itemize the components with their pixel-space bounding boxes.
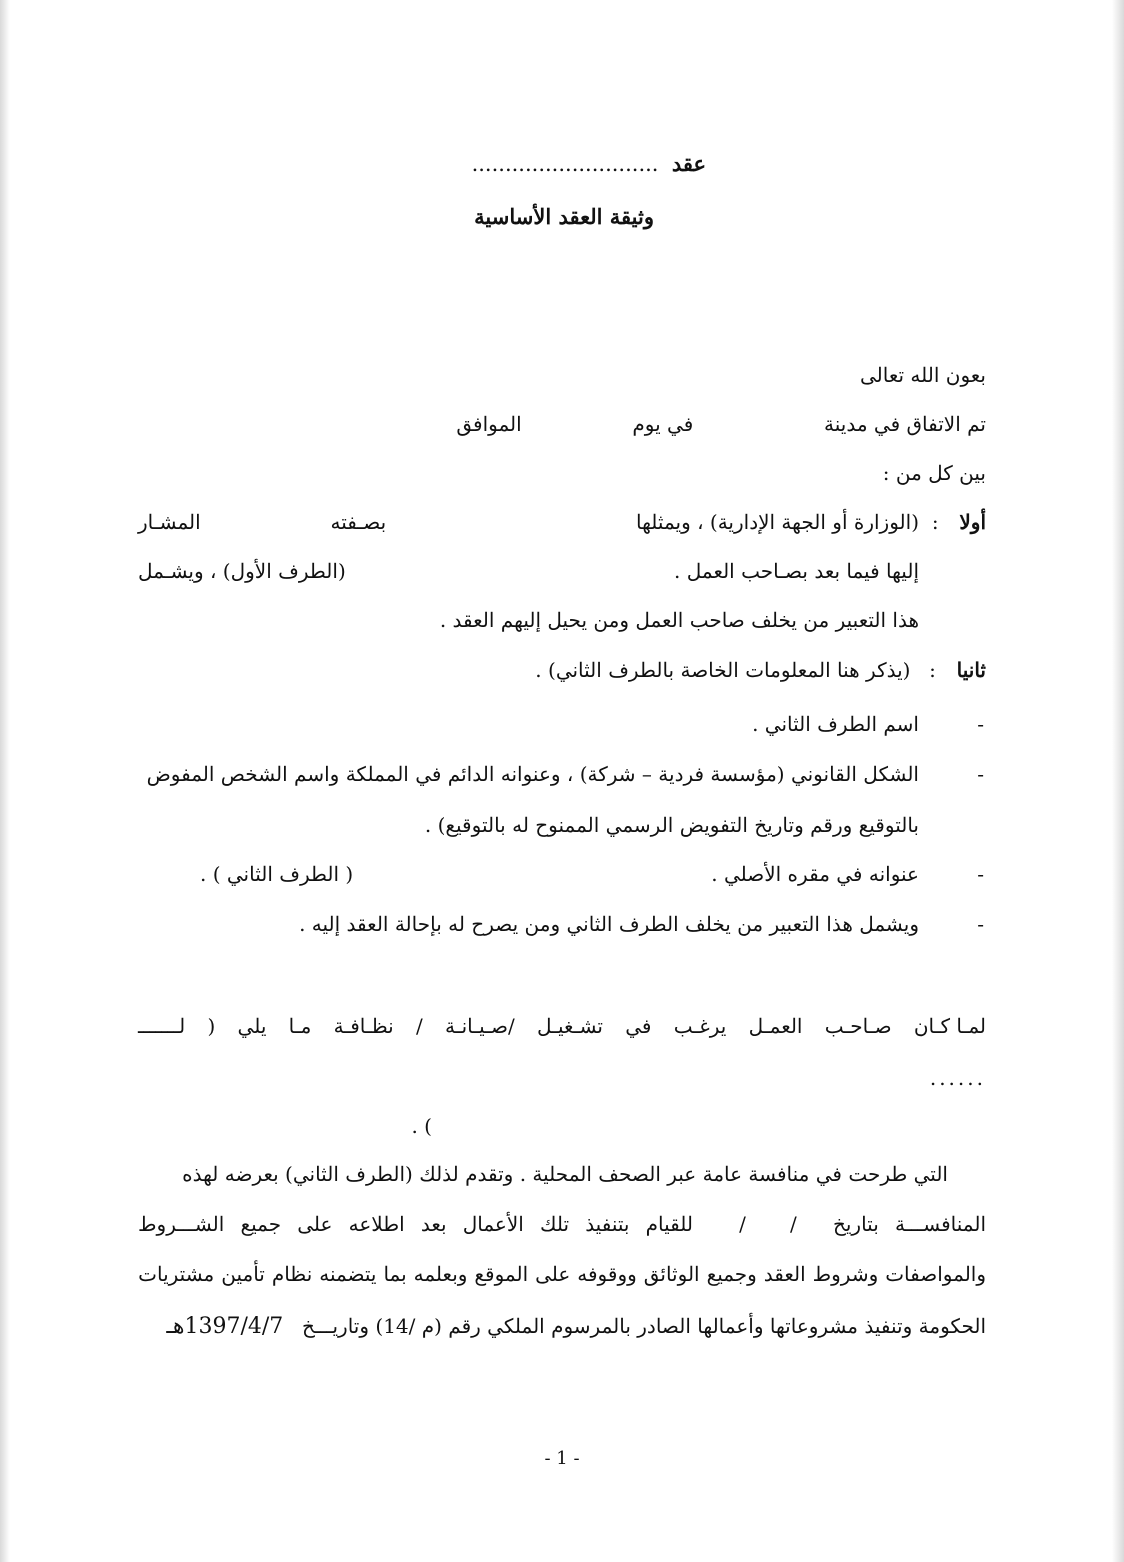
second-party-item-4: ويشمل هذا التعبير من يخلف الطرف الثاني ومن يصرح له بإحالة العقد إليه . (299, 912, 919, 936)
tender-word: مشتريات (138, 1262, 215, 1286)
tender-line-4 (166, 1312, 986, 1341)
tender-word: الشـــروط (138, 1212, 225, 1236)
second-party-item-3-party: ( الطرف الثاني ) . (200, 862, 354, 886)
first-party-line-3: هذا التعبير من يخلف صاحب العمل ومن يحيل إليهم العقد . (439, 608, 919, 632)
tender-word: اطلاعه (348, 1212, 405, 1236)
whereas-word: / (415, 1014, 423, 1038)
tender-word: وشروط (812, 1262, 879, 1286)
tender-word: تأمين (221, 1262, 265, 1286)
whereas-word: لـــــــ (138, 1014, 186, 1038)
tender-line-3 (138, 1260, 986, 1288)
first-party-entity: (الوزارة أو الجهة الإدارية) ، ويمثلها (635, 510, 919, 534)
tender-word: العقد (763, 1262, 806, 1286)
bullet-1: - (977, 712, 984, 736)
tender-word: المنافســـة (894, 1212, 986, 1236)
tender-word: الموقع (474, 1262, 529, 1286)
second-party-item-2-line-1: الشكل القانوني (مؤسسة فردية – شركة) ، وعنوانه الدائم في المملكة واسم الشخص المفوض (146, 762, 919, 786)
second-party-item-2-line-2: بالتوقيع ورقم وتاريخ التفويض الرسمي الممنوح له بالتوقيع) . (424, 813, 919, 837)
whereas-word: العمـل (748, 1014, 803, 1038)
tender-word: جميع (240, 1212, 282, 1236)
tender-word: / (790, 1212, 797, 1236)
tender-word: والمواصفات (885, 1262, 986, 1286)
tender-word: بما (383, 1262, 407, 1286)
tender-word: بتنفيذ (585, 1212, 630, 1236)
second-party-colon: : (929, 658, 936, 682)
agreement-day-label: في يوم (632, 412, 694, 436)
whereas-word: /صـيـانـة (445, 1014, 515, 1038)
second-party-item-3-address: عنوانه في مقره الأصلي . (711, 862, 919, 886)
whereas-word: نظـافـة (333, 1014, 394, 1038)
tender-word: وبعلمه (413, 1262, 468, 1286)
first-party-line-2-party: (الطرف الأول) ، ويشـمل (138, 559, 346, 583)
bullet-2: - (977, 762, 984, 786)
decree-date: 1397/4/7هـ (166, 1314, 284, 1339)
tender-word: على (297, 1212, 333, 1236)
whereas-word: يرغـب (673, 1014, 727, 1038)
first-party-line-1 (138, 508, 919, 536)
second-party-intro: (يذكر هنا المعلومات الخاصة بالطرف الثاني) . (535, 658, 911, 682)
tender-word: ووقوفه (577, 1262, 637, 1286)
agreement-line (456, 410, 986, 438)
tender-word: يتضمنه (319, 1262, 377, 1286)
whereas-line-1 (138, 1012, 986, 1040)
second-party-item-1: اسم الطرف الثاني . (752, 712, 919, 736)
tender-word: للقيام (645, 1212, 693, 1236)
contract-label: عقد (671, 151, 706, 176)
tender-line-4-text: الحكومة وتنفيذ مشروعاتها وأعمالها الصادر بالمرسوم الملكي رقم (م /14) وتاريـــخ (302, 1314, 986, 1338)
whereas-line-3: ) . (411, 1114, 432, 1138)
tender-word: الوثائق (643, 1262, 700, 1286)
page-number: - 1 - (544, 1448, 580, 1469)
second-party-label: ثانيا (956, 658, 986, 682)
bullet-4: - (977, 912, 984, 936)
tender-line-2 (138, 1210, 986, 1238)
basmala: بعون الله تعالى (859, 363, 986, 387)
first-party-line-2-start: إليها فيما بعد بصـاحب العمل . (674, 559, 919, 583)
tender-word: / (739, 1212, 746, 1236)
tender-word: تلك (539, 1212, 570, 1236)
first-party-label: أولا (959, 510, 986, 534)
document-subtitle: وثيقة العقد الأساسية (474, 204, 654, 229)
tender-word: وجميع (706, 1262, 757, 1286)
whereas-word: ( (207, 1014, 216, 1038)
tender-word: على (535, 1262, 571, 1286)
first-party-capacity: بصـفته (330, 510, 387, 534)
whereas-line-2-dots: ...... (929, 1066, 986, 1090)
agreement-city-label: تم الاتفاق في مدينة (824, 412, 986, 436)
bullet-3: - (977, 862, 984, 886)
first-party-label-line (932, 508, 986, 536)
whereas-word: في (625, 1014, 652, 1038)
contract-name-placeholder: ............................ (471, 152, 659, 176)
first-party-referred: المشـار (138, 510, 201, 534)
whereas-word: صـاحـب (824, 1014, 892, 1038)
agreement-corresponding-label: الموافق (456, 412, 522, 436)
whereas-word: تشـغيـل (537, 1014, 603, 1038)
contract-title (472, 150, 706, 178)
second-party-label-line (535, 656, 986, 684)
first-party-colon: : (931, 510, 939, 534)
between-label: بين كل من : (882, 461, 986, 485)
tender-line-1: التي طرحت في منافسة عامة عبر الصحف المحلية . وتقدم لذلك (الطرف الثاني) بعرضه لهذه (182, 1162, 948, 1186)
tender-word: بعد (420, 1212, 447, 1236)
tender-word: الأعمال (462, 1212, 524, 1236)
whereas-word: مـا (288, 1014, 312, 1038)
tender-word: نظام (271, 1262, 313, 1286)
whereas-word: يلي (237, 1014, 267, 1038)
whereas-word: لمـا كـان (913, 1014, 986, 1038)
tender-word: بتاريخ (832, 1212, 879, 1236)
